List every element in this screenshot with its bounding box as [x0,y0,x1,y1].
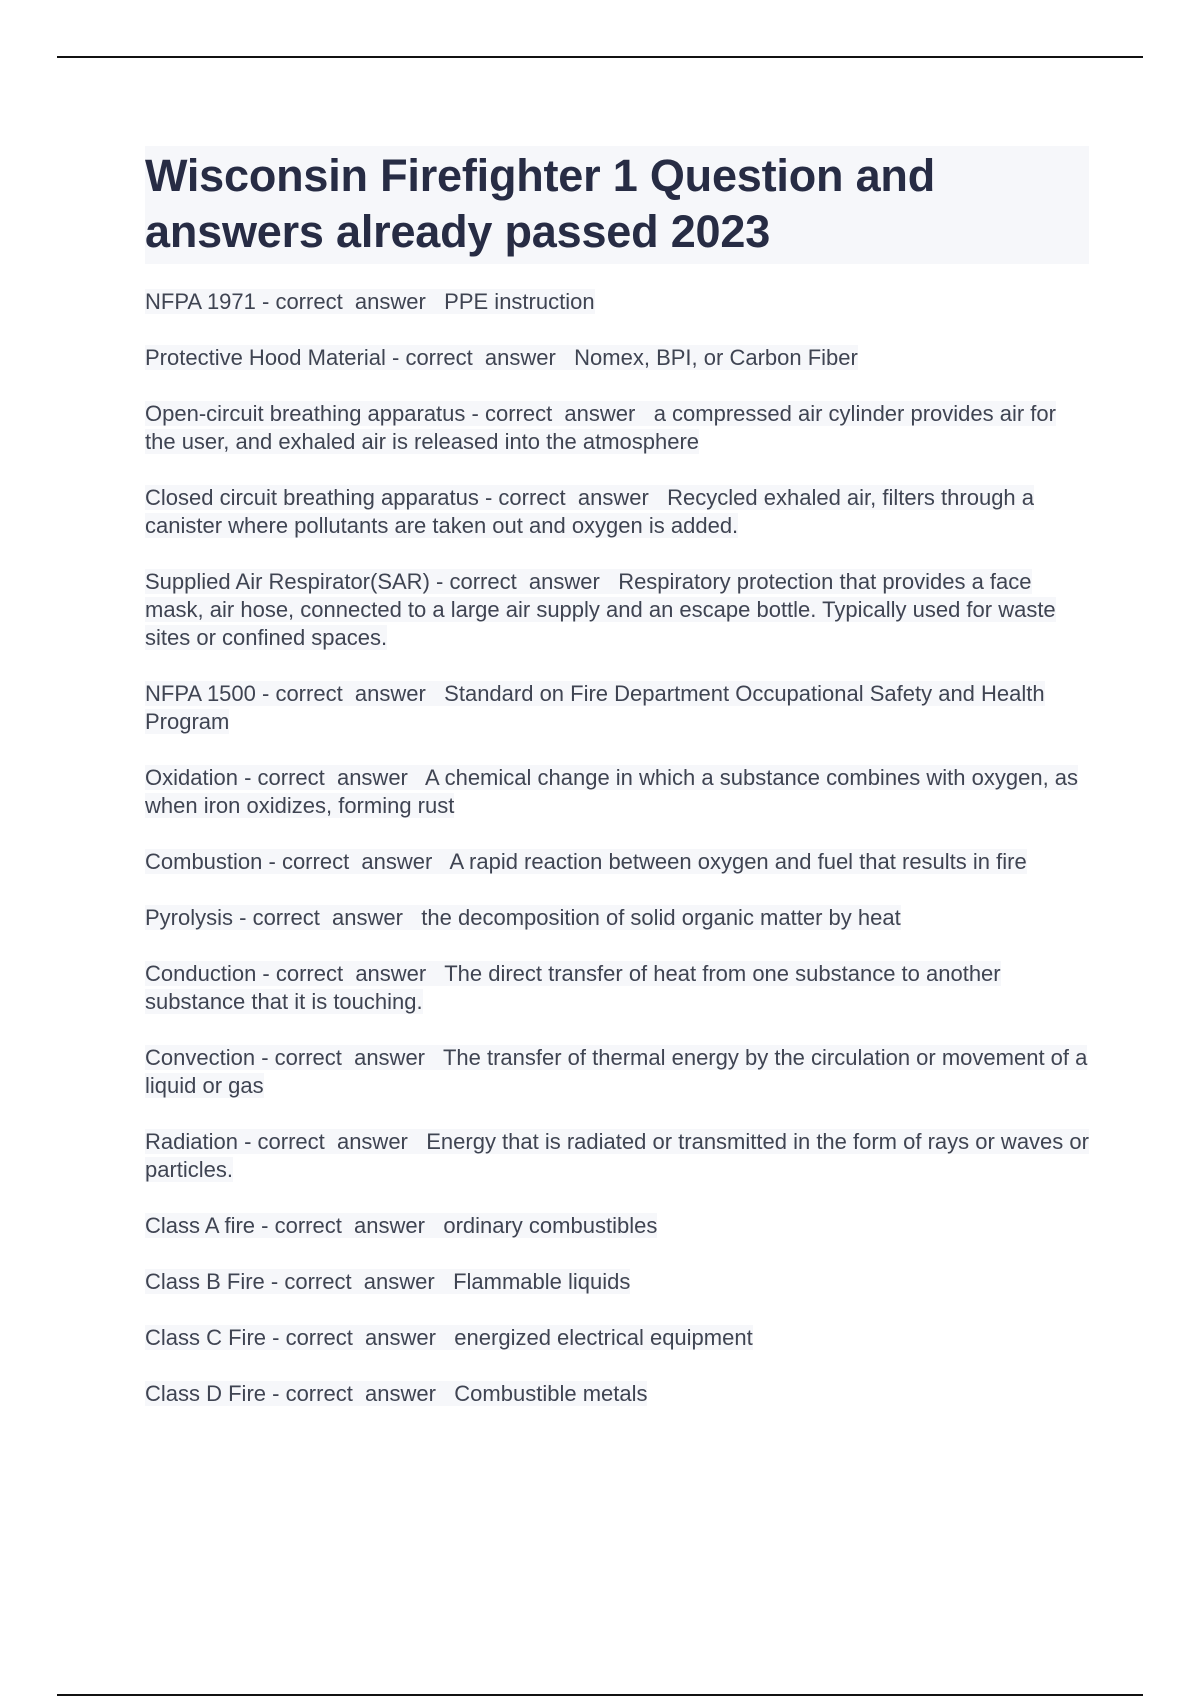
qa-separator: - correct answer [429,569,619,594]
qa-item-text [145,345,858,370]
qa-answer: the decomposition of solid organic matter by heat [421,905,901,930]
qa-item-text [145,681,1045,734]
qa-item [145,288,1089,316]
qa-item [145,400,1089,456]
qa-answer: A rapid reaction between oxygen and fuel that results in fire [449,849,1027,874]
document-title [145,148,1089,260]
qa-answer: ordinary combustibles [443,1213,658,1238]
qa-item [145,764,1089,820]
qa-term: Pyrolysis [145,905,234,930]
qa-answer: Nomex, BPI, or Carbon Fiber [574,345,858,370]
title-line-1: Wisconsin Firefighter 1 Question and [145,150,935,201]
qa-item [145,960,1089,1016]
qa-item-text [145,905,901,930]
qa-separator: - correct answer [256,961,445,986]
qa-term: Oxidation [145,765,238,790]
qa-item-text [145,569,1056,650]
qa-separator: - correct answer [255,1045,443,1070]
qa-term: Class A fire [145,1213,256,1238]
qa-separator: - correct answer [237,765,426,790]
title-block [145,146,1089,264]
qa-term: Class C Fire [145,1325,267,1350]
qa-item-text [145,1045,1087,1098]
qa-answer: A chemical change in which a substance combines with oxygen, as when iron oxidizes, forming rust [145,765,1079,818]
qa-separator: - correct answer [266,1325,455,1350]
qa-separator: - correct answer [233,905,422,930]
bottom-page-rule [57,1694,1143,1696]
qa-item-text [145,1213,657,1238]
qa-item [145,1212,1089,1240]
qa-item [145,1380,1089,1408]
qa-separator: - correct answer [255,1213,444,1238]
qa-separator: - correct answer [255,681,445,706]
qa-term: Open-circuit breathing apparatus [145,401,466,426]
qa-term: NFPA 1500 [145,681,256,706]
qa-separator: - correct answer [478,485,668,510]
qa-item [145,848,1089,876]
qa-term: Combustion [145,849,263,874]
qa-term: Convection [145,1045,256,1070]
qa-answer: Standard on Fire Department Occupational Safety and Health Program [145,681,1045,734]
qa-separator: - correct answer [255,289,445,314]
qa-item-text [145,401,1056,454]
qa-answer: Recycled exhaled air, filters through a canister where pollutants are taken out and oxygen is added. [145,485,1035,538]
qa-item-text [145,1381,647,1406]
qa-separator: - correct answer [266,1381,455,1406]
qa-item-text [145,961,1001,1014]
qa-term: Class B Fire [145,1269,265,1294]
qa-item-text [145,485,1034,538]
qa-term: Protective Hood Material [145,345,386,370]
qa-item [145,484,1089,540]
document-content [145,146,1089,1436]
qa-term: Class D Fire [145,1381,267,1406]
qa-answer: The transfer of thermal energy by the circulation or movement of a liquid or gas [145,1045,1088,1098]
qa-item [145,344,1089,372]
qa-item [145,568,1089,652]
top-page-rule [57,56,1143,58]
qa-item [145,1128,1089,1184]
title-line-2: answers already passed 2023 [145,206,771,257]
qa-separator: - correct answer [385,345,575,370]
qa-separator: - correct answer [465,401,654,426]
qa-term: Closed circuit breathing apparatus [145,485,479,510]
qa-term: Conduction [145,961,257,986]
qa-answer: Combustible metals [454,1381,648,1406]
qa-item [145,1044,1089,1100]
qa-separator: - correct answer [262,849,450,874]
qa-list [145,288,1089,1408]
qa-answer: The direct transfer of heat from one substance to another substance that it is touching. [145,961,1001,1014]
qa-item [145,1268,1089,1296]
qa-term: Radiation [145,1129,238,1154]
qa-answer: energized electrical equipment [454,1325,753,1350]
qa-item [145,1324,1089,1352]
qa-separator: - correct answer [237,1129,427,1154]
qa-answer: Flammable liquids [453,1269,631,1294]
qa-item-text [145,1325,753,1350]
qa-item [145,680,1089,736]
qa-answer: Energy that is radiated or transmitted in the form of rays or waves or particles. [145,1129,1089,1182]
qa-term: NFPA 1971 [145,289,256,314]
qa-answer: Respiratory protection that provides a face mask, air hose, connected to a large air supply and an escape bottle. Typically used for waste sites or confined spaces. [145,569,1056,650]
qa-item-text [145,849,1027,874]
qa-item-text [145,1269,630,1294]
qa-item [145,904,1089,932]
qa-item-text [145,1129,1089,1182]
qa-separator: - correct answer [264,1269,454,1294]
qa-item-text [145,765,1078,818]
qa-item-text [145,289,595,314]
qa-answer: a compressed air cylinder provides air for the user, and exhaled air is released into the atmosphere [145,401,1056,454]
qa-answer: PPE instruction [444,289,595,314]
qa-term: Supplied Air Respirator(SAR) [145,569,430,594]
